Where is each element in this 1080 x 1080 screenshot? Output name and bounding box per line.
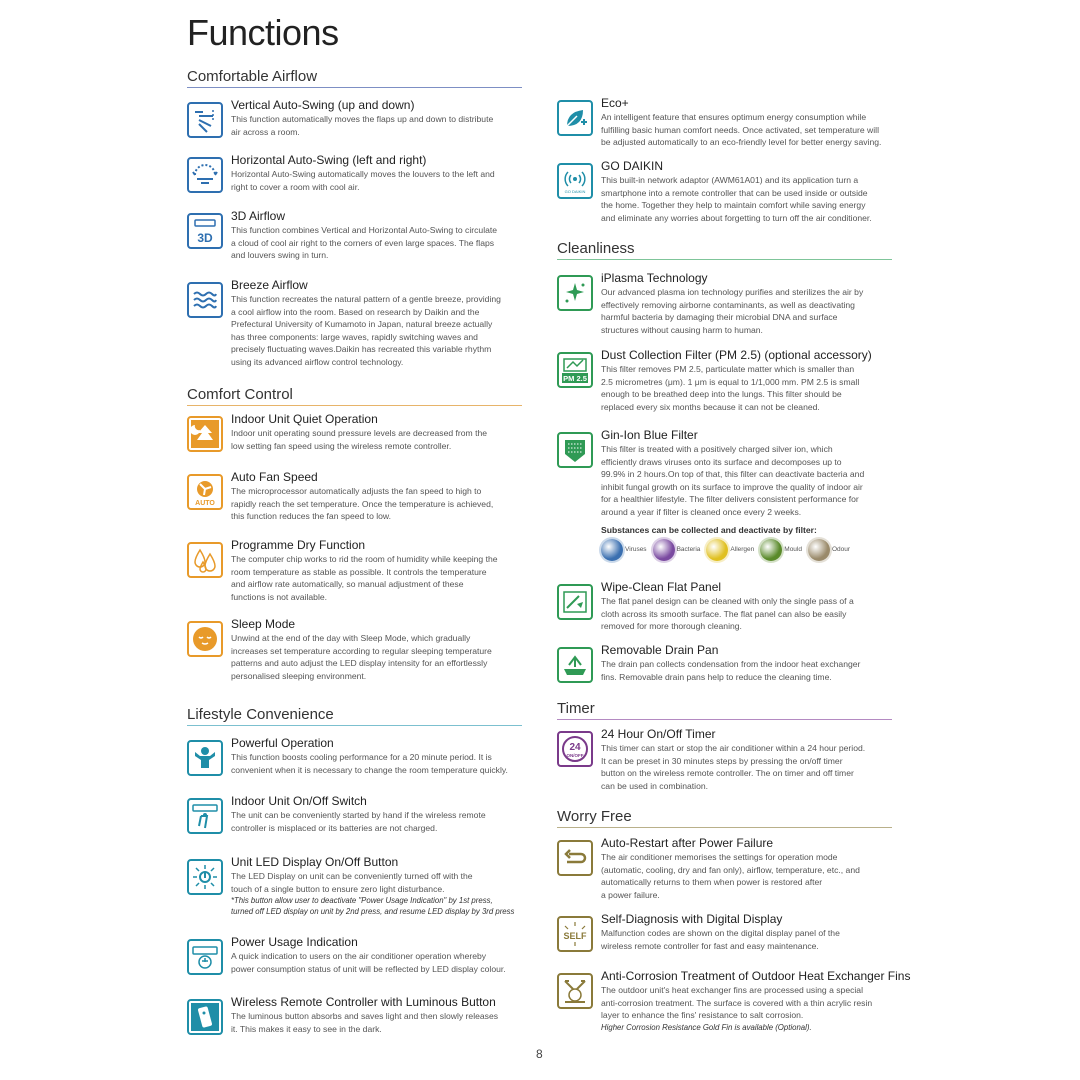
description-line: be adjusted automatically to an eco-friendly level for better energy saving. xyxy=(601,137,882,148)
section-title: Comfortable Airflow xyxy=(187,68,318,85)
description-line: for a healthier lifestyle. The filter delivers consistent performance for xyxy=(601,494,859,505)
function-description xyxy=(601,286,900,336)
description-line: anti-corrosion treatment. The surface is covered with a thin acrylic resin xyxy=(601,997,873,1008)
function-description xyxy=(601,658,900,683)
function-text xyxy=(601,969,911,1033)
section-divider xyxy=(187,87,522,88)
section-divider xyxy=(557,719,892,720)
function-title: Dust Collection Filter (PM 2.5) (optional accessory) xyxy=(601,348,872,362)
flat-panel-icon xyxy=(557,584,593,620)
quiet-operation-icon xyxy=(187,416,223,452)
description-line: This function automatically moves the flaps up and down to distribute xyxy=(231,114,494,124)
function-title: Horizontal Auto-Swing (left and right) xyxy=(231,153,427,167)
auto-fan-icon xyxy=(187,474,223,510)
note-line: turned off LED display on unit by 2nd press, and resume LED display by 3rd press xyxy=(231,907,515,917)
description-line: Horizontal Auto-Swing automatically moves the louvers to the left and xyxy=(231,169,495,179)
function-text xyxy=(601,836,900,901)
function-description xyxy=(601,443,900,519)
description-line: The luminous button absorbs and saves light and then slowly releases xyxy=(231,1011,499,1021)
function-description xyxy=(231,224,530,262)
function-title: Anti-Corrosion Treatment of Outdoor Heat Exchanger Fins xyxy=(601,969,911,983)
onoff-switch-icon xyxy=(187,798,223,834)
function-description xyxy=(231,1010,530,1035)
description-line: Malfunction codes are shown on the digital display panel of the xyxy=(601,928,840,938)
function-title: 24 Hour On/Off Timer xyxy=(601,727,716,741)
3d-airflow-icon xyxy=(187,213,223,249)
description-line: room temperature as stable as possible. It controls the temperature xyxy=(231,566,487,577)
bacteria-icon xyxy=(653,539,675,561)
description-line: functions is not available. xyxy=(231,591,328,602)
function-text xyxy=(601,271,900,336)
function-text xyxy=(601,727,900,792)
section-divider xyxy=(187,405,522,406)
function-description xyxy=(231,485,530,523)
function-title: 3D Airflow xyxy=(231,209,286,223)
description-line: a cool airflow into the room. Based on research by Daikin and the xyxy=(231,306,480,317)
substance-odour xyxy=(808,539,850,561)
function-description xyxy=(231,113,530,138)
function-description xyxy=(231,427,530,452)
function-description xyxy=(601,927,900,952)
description-line: 99.9% in 2 hours.On top of that, this filter can deactivate bacteria and xyxy=(601,469,865,480)
iplasma-icon xyxy=(557,275,593,311)
function-title: Power Usage Indication xyxy=(231,935,358,949)
function-text xyxy=(601,159,900,224)
function-text xyxy=(231,935,530,975)
description-line: and airflow rate automatically, so manual adjustment of these xyxy=(231,579,464,590)
function-text xyxy=(601,96,900,149)
power-usage-icon xyxy=(187,939,223,975)
description-line: controller is misplaced or its batteries are not charged. xyxy=(231,822,438,833)
description-line: and eliminate any worries about forgetting to turn off the air conditioner. xyxy=(601,212,872,223)
section-title: Worry Free xyxy=(557,808,632,825)
page-title: Functions xyxy=(187,12,339,53)
function-text xyxy=(231,736,530,776)
function-text xyxy=(231,98,530,138)
anti-corrosion-icon xyxy=(557,973,593,1009)
function-title: Indoor Unit Quiet Operation xyxy=(231,412,378,426)
description-line: 2.5 micrometres (μm). 1 μm is equal to 1/1,000 mm. PM 2.5 is small xyxy=(601,376,860,387)
mould-icon xyxy=(760,539,782,561)
substance-viruses xyxy=(601,539,647,561)
description-line: This function recreates the natural pattern of a gentle breeze, providing xyxy=(231,294,501,304)
description-line: This filter removes PM 2.5, particulate matter which is smaller than xyxy=(601,364,855,374)
function-title: Sleep Mode xyxy=(231,617,296,631)
description-line: can be used in combination. xyxy=(601,780,709,791)
function-text xyxy=(231,470,530,523)
description-line: this function reduces the fan speed to low. xyxy=(231,511,392,522)
horizontal-swing-icon xyxy=(187,157,223,193)
section-title: Comfort Control xyxy=(187,386,293,403)
function-note xyxy=(231,895,530,917)
eco-plus-icon xyxy=(557,100,593,136)
powerful-operation-icon xyxy=(187,740,223,776)
function-text xyxy=(601,580,900,633)
substance-label: Mould xyxy=(784,546,802,554)
description-line: increases set temperature according to regular sleeping temperature xyxy=(231,645,492,656)
function-text xyxy=(231,538,530,603)
function-text xyxy=(231,617,530,682)
description-line: a cloud of cool air right to the corners of even large spaces. The flaps xyxy=(231,237,495,248)
section-divider xyxy=(557,259,892,260)
svg-text:AUTO: AUTO xyxy=(195,500,215,506)
function-description xyxy=(601,595,900,633)
description-line: using its advanced airflow control technology. xyxy=(231,356,404,367)
function-text xyxy=(231,995,530,1035)
svg-text:ON/OFF: ON/OFF xyxy=(566,753,584,758)
description-line: Indoor unit operating sound pressure levels are decreased from the xyxy=(231,428,488,438)
description-line: This function boosts cooling performance for a 20 minute period. It is xyxy=(231,752,492,762)
description-line: fulfilling basic human comfort needs. Once activated, set temperature will xyxy=(601,124,879,135)
description-line: personalised sleeping environment. xyxy=(231,670,367,681)
description-line: and louvers swing in turn. xyxy=(231,250,329,261)
function-description xyxy=(231,632,530,682)
function-description xyxy=(601,363,900,413)
auto-restart-icon xyxy=(557,840,593,876)
function-text xyxy=(231,278,530,369)
function-title: Powerful Operation xyxy=(231,736,334,750)
description-line: power consumption status of unit will be reflected by LED display colour. xyxy=(231,963,506,974)
substance-bacteria xyxy=(653,539,701,561)
description-line: precisely fluctuating waves.Daikin has recreated this variable rhythm xyxy=(231,344,492,355)
description-line: effectively removing airborne contaminants, as well as deactivating xyxy=(601,299,855,310)
dry-function-icon xyxy=(187,542,223,578)
breeze-icon xyxy=(187,282,223,318)
description-line: cloth across its smooth surface. The flat panel can also be easily xyxy=(601,608,847,619)
substance-label: Odour xyxy=(832,546,851,554)
description-line: low setting fan speed using the wireless remote controller. xyxy=(231,440,452,451)
description-line: A quick indication to users on the air conditioner operation whereby xyxy=(231,951,487,961)
description-line: removed for more thorough cleaning. xyxy=(601,621,742,632)
function-description xyxy=(601,111,900,149)
pm25-filter-icon xyxy=(557,352,593,388)
function-title: Self-Diagnosis with Digital Display xyxy=(601,912,783,926)
function-text xyxy=(601,428,900,561)
function-title: Removable Drain Pan xyxy=(601,643,719,657)
viruses-icon xyxy=(601,539,623,561)
svg-text:GO DAIKIN: GO DAIKIN xyxy=(564,189,586,194)
vertical-swing-icon xyxy=(187,102,223,138)
function-title: Auto-Restart after Power Failure xyxy=(601,836,774,850)
description-line: automatically returns to them when power is restored after xyxy=(601,877,823,888)
svg-text:24: 24 xyxy=(569,742,581,753)
function-text xyxy=(601,348,900,413)
description-line: The outdoor unit's heat exchanger fins are processed using a special xyxy=(601,985,864,995)
description-line: Our advanced plasma ion technology purifies and sterilizes the air by xyxy=(601,287,864,297)
section-title: Lifestyle Convenience xyxy=(187,706,334,723)
description-line: enough to be breathed deep into the lungs. This filter should be xyxy=(601,389,842,400)
substance-label: Viruses xyxy=(625,546,647,554)
function-title: Indoor Unit On/Off Switch xyxy=(231,794,367,808)
description-line: This built-in network adaptor (AWM61A01) and its application turn a xyxy=(601,175,859,185)
function-description xyxy=(601,174,900,224)
gin-ion-filter-icon xyxy=(557,432,593,468)
function-title: Eco+ xyxy=(601,96,629,110)
remote-controller-icon xyxy=(187,999,223,1035)
function-description xyxy=(231,950,530,975)
description-line: The drain pan collects condensation from the indoor heat exchanger xyxy=(601,659,861,669)
section-title: Cleanliness xyxy=(557,240,635,257)
function-description xyxy=(231,809,530,834)
function-text xyxy=(601,912,900,952)
description-line: touch of a single button to ensure zero light disturbance. xyxy=(231,883,445,894)
section-divider xyxy=(557,827,892,828)
function-title: Programme Dry Function xyxy=(231,538,366,552)
function-description xyxy=(231,293,530,369)
function-description xyxy=(231,751,530,776)
description-line: efficiently draws viruses onto its surface and decomposes up to xyxy=(601,456,842,467)
function-title: Unit LED Display On/Off Button xyxy=(231,855,399,869)
go-daikin-icon xyxy=(557,163,593,199)
led-display-icon xyxy=(187,859,223,895)
self-diagnosis-icon xyxy=(557,916,593,952)
timer-24h-icon xyxy=(557,731,593,767)
description-line: button on the wireless remote controller. The on timer and off timer xyxy=(601,768,854,779)
function-description xyxy=(601,984,900,1022)
description-line: This timer can start or stop the air conditioner within a 24 hour period. xyxy=(601,743,866,753)
function-description xyxy=(601,742,900,792)
description-line: layer to enhance the fins' resistance to salt corrosion. xyxy=(601,1010,804,1021)
allergen-icon xyxy=(706,539,728,561)
drain-pan-icon xyxy=(557,647,593,683)
description-line: wireless remote controller for fast and easy maintenance. xyxy=(601,940,819,951)
function-title: Breeze Airflow xyxy=(231,278,308,292)
description-line: This function combines Vertical and Horizontal Auto-Swing to circulate xyxy=(231,225,498,235)
substance-label: Bacteria xyxy=(676,546,701,554)
function-title: Wipe-Clean Flat Panel xyxy=(601,580,722,594)
sleep-mode-icon xyxy=(187,621,223,657)
section-title: Timer xyxy=(557,700,595,717)
function-text xyxy=(231,794,530,834)
description-line: around a year if filter is cleaned once every 2 weeks. xyxy=(601,506,802,517)
function-description xyxy=(231,168,530,193)
description-line: smartphone into a remote controller that can be used inside or outside xyxy=(601,187,868,198)
description-line: rapidly reach the set temperature. Once the temperature is achieved, xyxy=(231,498,494,509)
function-text xyxy=(231,153,530,193)
description-line: The air conditioner memorises the settings for operation mode xyxy=(601,852,838,862)
function-title: iPlasma Technology xyxy=(601,271,708,285)
function-description xyxy=(601,851,900,901)
function-title: GO DAIKIN xyxy=(601,159,664,173)
description-line: air across a room. xyxy=(231,126,300,137)
substance-label: Allergen xyxy=(730,546,755,554)
svg-text:PM 2.5: PM 2.5 xyxy=(563,374,587,383)
svg-text:SELF: SELF xyxy=(563,931,587,941)
function-note xyxy=(601,1022,900,1033)
function-title: Gin-Ion Blue Filter xyxy=(601,428,698,442)
description-line: has three components: large waves, rapidly switching waves and xyxy=(231,331,478,342)
description-line: right to cover a room with cool air. xyxy=(231,181,360,192)
description-line: It can be preset in 30 minutes steps by pressing the on/off timer xyxy=(601,755,843,766)
function-title: Vertical Auto-Swing (up and down) xyxy=(231,98,415,112)
function-title: Wireless Remote Controller with Luminous Button xyxy=(231,995,496,1009)
description-line: The flat panel design can be cleaned with only the single pass of a xyxy=(601,596,854,606)
description-line: fins. Removable drain pans help to reduce the cleaning time. xyxy=(601,671,832,682)
substances-title: Substances can be collected and deactivate by filter: xyxy=(601,524,817,535)
description-line: The computer chip works to rid the room of humidity while keeping the xyxy=(231,554,498,564)
description-line: convenient when it is necessary to change the room temperature quickly. xyxy=(231,764,508,775)
svg-text:3D: 3D xyxy=(197,231,213,245)
description-line: The microprocessor automatically adjusts the fan speed to high to xyxy=(231,486,482,496)
description-line: the home. Together they help to maintain comfort while saving energy xyxy=(601,200,866,211)
description-line: it. This makes it easy to see in the dark. xyxy=(231,1023,382,1034)
description-line: harmful bacteria by damaging their microbial DNA and surface xyxy=(601,312,838,323)
function-description xyxy=(231,553,530,603)
section-divider xyxy=(187,725,522,726)
function-text xyxy=(601,643,900,683)
function-text xyxy=(231,209,530,262)
function-description xyxy=(231,870,530,895)
odour-icon xyxy=(808,539,830,561)
description-line: An intelligent feature that ensures optimum energy consumption while xyxy=(601,112,867,122)
function-text xyxy=(231,412,530,452)
description-line: (automatic, cooling, dry and fan only), airflow, temperature, etc., and xyxy=(601,864,860,875)
note-line: *This button allow user to deactivate "Power Usage Indication" by 1st press, xyxy=(231,896,493,906)
description-line: Unwind at the end of the day with Sleep Mode, which gradually xyxy=(231,633,471,643)
function-title: Auto Fan Speed xyxy=(231,470,318,484)
description-line: The unit can be conveniently started by hand if the wireless remote xyxy=(231,810,486,820)
substance-allergen xyxy=(706,539,754,561)
description-line: This filter is treated with a positively charged silver ion, which xyxy=(601,444,833,454)
note-line: Higher Corrosion Resistance Gold Fin is available (Optional). xyxy=(601,1022,812,1032)
description-line: replaced every six months because it can not be cleaned. xyxy=(601,401,820,412)
description-line: Prefectural University of Kumamoto in Japan, natural breeze actually xyxy=(231,319,493,330)
function-text xyxy=(231,855,530,917)
description-line: a power failure. xyxy=(601,889,660,900)
page-number: 8 xyxy=(536,1047,543,1061)
description-line: inhibit fungal growth on its surface to improve the quality of indoor air xyxy=(601,481,863,492)
substance-mould xyxy=(760,539,802,561)
description-line: structures without causing harm to human. xyxy=(601,324,763,335)
substances-row xyxy=(601,539,900,561)
description-line: patterns and auto adjust the LED display intensity for an effortlessly xyxy=(231,658,488,669)
description-line: The LED Display on unit can be conveniently turned off with the xyxy=(231,871,473,881)
